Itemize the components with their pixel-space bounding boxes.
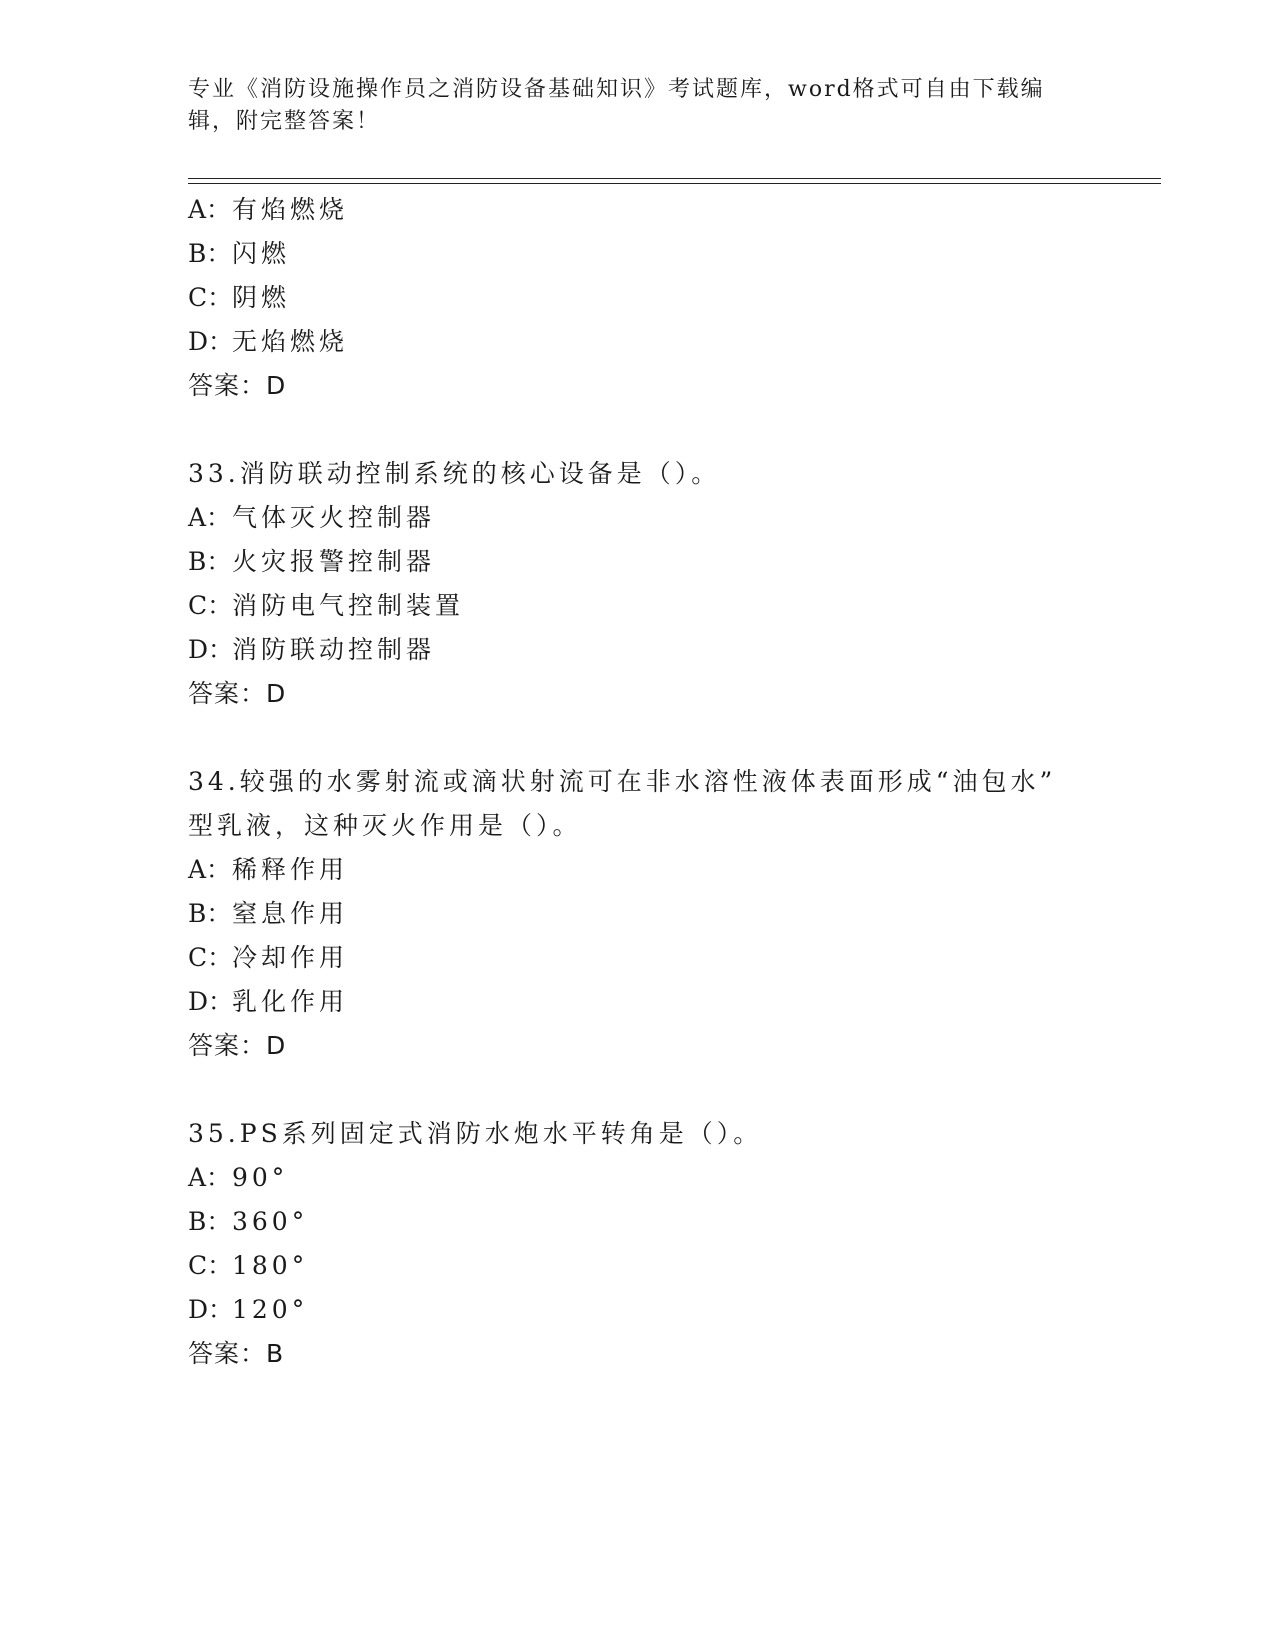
option-text: 窒息作用	[232, 899, 349, 928]
option-text: 180°	[232, 1251, 309, 1280]
option-letter: B：	[188, 239, 232, 268]
option-letter: A：	[188, 503, 232, 532]
option-text: 有焰燃烧	[232, 195, 349, 224]
option-text: 消防电气控制装置	[232, 591, 465, 620]
q35-option-b	[188, 1206, 308, 1238]
option-letter: C：	[188, 591, 233, 620]
option-letter: D：	[188, 635, 234, 664]
q33-option-b	[188, 546, 435, 578]
option-text: 乳化作用	[232, 987, 349, 1016]
option-text: 消防联动控制器	[232, 635, 436, 664]
document-header	[188, 74, 1068, 138]
option-letter: B：	[188, 547, 232, 576]
option-letter: A：	[188, 855, 232, 884]
option-letter: C：	[188, 943, 233, 972]
q33-option-a	[188, 502, 435, 534]
option-letter: D：	[188, 327, 234, 356]
option-text: 无焰燃烧	[232, 327, 349, 356]
option-text: 360°	[232, 1207, 309, 1236]
option-letter: B：	[188, 899, 232, 928]
q35-answer: 答案：B	[188, 1339, 285, 1368]
q35-question: 35.PS系列固定式消防水炮水平转角是（）。	[188, 1119, 763, 1148]
option-letter: B：	[188, 1207, 232, 1236]
option-text: 火灾报警控制器	[232, 547, 436, 576]
q33-option-d	[188, 634, 435, 666]
q34-question-line-1: 34.较强的水雾射流或滴状射流可在非水溶性液体表面形成“油包水”	[188, 767, 1057, 796]
option-letter: C：	[188, 1251, 233, 1280]
q32-option-d	[188, 326, 348, 358]
option-text: 90°	[232, 1163, 289, 1192]
option-text: 闪燃	[232, 239, 291, 268]
q32-option-a	[188, 194, 348, 226]
option-letter: A：	[188, 195, 232, 224]
q33-option-c	[188, 590, 464, 622]
q34-option-c	[188, 942, 348, 974]
q35-option-c	[188, 1250, 308, 1282]
header-line-2: 辑，附完整答案！	[188, 109, 381, 134]
option-text: 冷却作用	[232, 943, 349, 972]
option-letter: D：	[188, 987, 234, 1016]
header-line-1: 专业《消防设施操作员之消防设备基础知识》考试题库，word格式可自由下载编	[188, 77, 1045, 102]
q33-question: 33.消防联动控制系统的核心设备是（）。	[188, 459, 721, 488]
q34-option-a	[188, 854, 348, 886]
q35-option-d	[188, 1294, 308, 1326]
header-divider-bottom	[188, 183, 1161, 184]
option-letter: C：	[188, 283, 233, 312]
q32-option-b	[188, 238, 290, 270]
q35-option-a	[188, 1162, 288, 1194]
option-text: 气体灭火控制器	[232, 503, 436, 532]
q34-question-line-2: 型乳液，这种灭火作用是（）。	[188, 811, 582, 840]
header-divider-top	[188, 178, 1161, 179]
option-text: 120°	[232, 1295, 309, 1324]
q33-answer: 答案：D	[188, 679, 287, 708]
q34-answer: 答案：D	[188, 1031, 287, 1060]
q32-option-c	[188, 282, 290, 314]
option-letter: D：	[188, 1295, 234, 1324]
q32-answer: 答案：D	[188, 371, 287, 400]
option-text: 阴燃	[232, 283, 291, 312]
option-letter: A：	[188, 1163, 232, 1192]
q34-option-d	[188, 986, 348, 1018]
q34-option-b	[188, 898, 348, 930]
option-text: 稀释作用	[232, 855, 349, 884]
